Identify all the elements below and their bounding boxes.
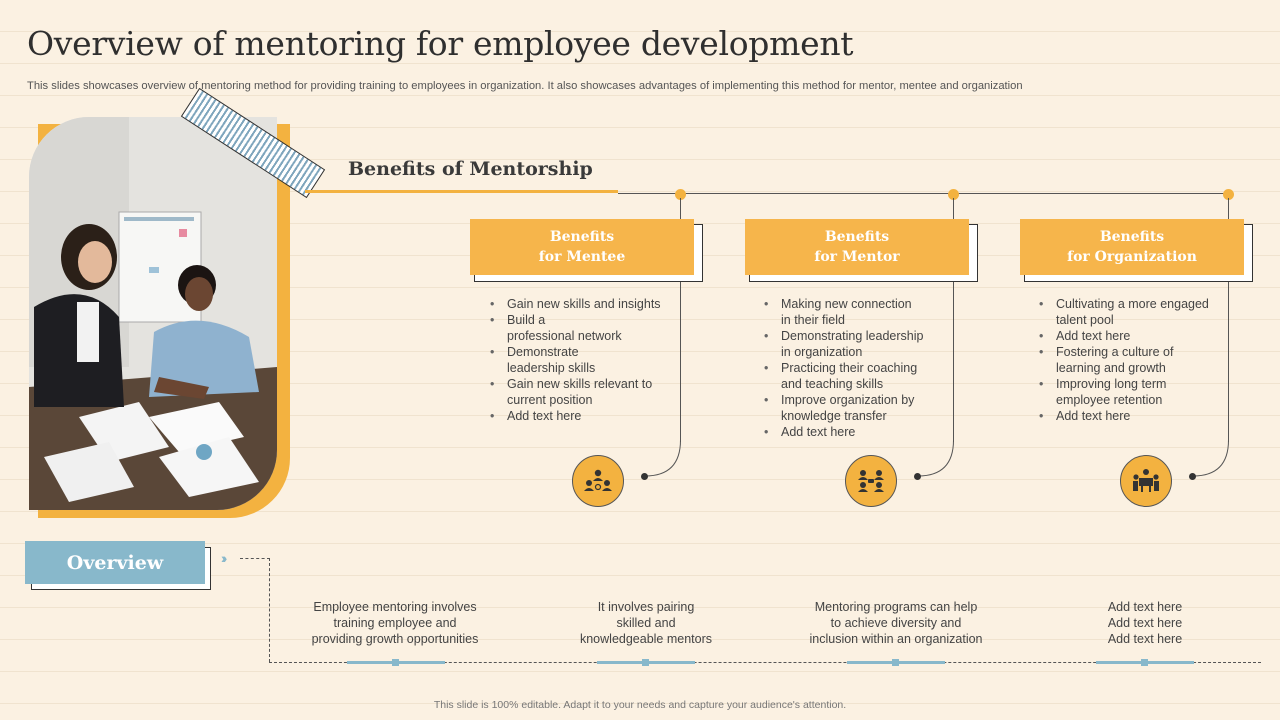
- list-item: [488, 376, 688, 408]
- list-item-text: employee retention: [1056, 393, 1163, 407]
- overview-item-line: skilled and: [616, 616, 676, 630]
- benefits-card-mentor: [745, 219, 969, 275]
- list-item-text: Gain new skills and insights: [507, 297, 661, 311]
- list-item: [762, 360, 962, 392]
- list-item-text: Demonstrating leadership: [781, 329, 924, 343]
- list-item-text: knowledge transfer: [781, 409, 887, 423]
- list-item: [488, 296, 688, 312]
- list-item: [1037, 328, 1237, 344]
- list-item-text: in organization: [781, 345, 863, 359]
- list-item-text: Gain new skills relevant to: [507, 377, 653, 391]
- list-item-text: Add text here: [1056, 329, 1131, 343]
- list-item-text: Add text here: [507, 409, 582, 423]
- slide-title: Overview of mentoring for employee development: [27, 24, 854, 63]
- list-item-text: Add text here: [1056, 409, 1131, 423]
- mentee-benefits-list: [488, 296, 688, 424]
- overview-marker: [392, 659, 399, 666]
- overview-marker: [642, 659, 649, 666]
- overview-item-line: Employee mentoring involves: [313, 600, 477, 614]
- list-item: [762, 424, 962, 440]
- list-item: [1037, 376, 1237, 408]
- overview-marker: [892, 659, 899, 666]
- list-item-text: Improving long term: [1056, 377, 1167, 391]
- list-item-text: talent pool: [1056, 313, 1114, 327]
- dashed-connector: [269, 558, 270, 662]
- connector-line: [680, 198, 681, 220]
- overview-item-1: [280, 599, 510, 647]
- card-title-line: Benefits: [549, 229, 615, 245]
- list-item-text: Improve organization by: [781, 393, 915, 407]
- list-item-text: Add text here: [781, 425, 856, 439]
- connector-line: [1228, 198, 1229, 220]
- overview-item-3: [781, 599, 1011, 647]
- people-group-icon: [572, 455, 624, 507]
- list-item-text: and teaching skills: [781, 377, 884, 391]
- overview-item-line: to achieve diversity and: [830, 616, 962, 630]
- benefits-heading: Benefits of Mentorship: [348, 158, 593, 180]
- meeting-photo: [29, 117, 277, 510]
- team-discussion-icon-graphic: [856, 468, 886, 494]
- benefits-card-mentee: [470, 219, 694, 275]
- overview-item-line: It involves pairing: [597, 600, 695, 614]
- list-item-text: leadership skills: [507, 361, 596, 375]
- team-discussion-icon: [845, 455, 897, 507]
- list-item: [488, 408, 688, 424]
- connector-line: [953, 198, 954, 220]
- list-item-text: learning and growth: [1056, 361, 1166, 375]
- meeting-table-icon: [1120, 455, 1172, 507]
- benefits-underline: [305, 190, 618, 193]
- footer-note: This slide is 100% editable. Adapt it to your needs and capture your audience's attention.: [433, 699, 847, 711]
- overview-item-line: training employee and: [333, 616, 457, 630]
- connector-endpoint: [1189, 473, 1196, 480]
- overview-label: Overview: [25, 541, 205, 584]
- slide-subtitle: This slides showcases overview of mentoring method for providing training to employees in organization. It also showcases advantages of implementing this method for mentor, mentee and organization: [27, 80, 1023, 92]
- list-item-text: Fostering a culture of: [1056, 345, 1174, 359]
- overview-item-4: [1030, 599, 1260, 647]
- card-title-line: Benefits: [824, 229, 890, 245]
- list-item-text: in their field: [781, 313, 845, 327]
- list-item-text: Build a: [507, 313, 546, 327]
- list-item: [1037, 296, 1237, 328]
- list-item-text: Cultivating a more engaged: [1056, 297, 1209, 311]
- overview-marker: [1141, 659, 1148, 666]
- organization-benefits-list: [1037, 296, 1237, 424]
- list-item-text: current position: [507, 393, 593, 407]
- card-title-line: for Mentor: [814, 249, 900, 265]
- overview-item-line: inclusion within an organization: [809, 632, 983, 646]
- list-item: [488, 312, 688, 344]
- dashed-connector: [240, 558, 270, 559]
- overview-item-line: providing growth opportunities: [311, 632, 479, 646]
- overview-item-line: Add text here: [1107, 616, 1183, 630]
- list-item-text: Making new connection: [781, 297, 912, 311]
- list-item: [762, 328, 962, 360]
- benefits-connector-line: [618, 193, 1230, 194]
- overview-item-line: Mentoring programs can help: [814, 600, 978, 614]
- list-item-text: Demonstrate: [507, 345, 579, 359]
- overview-item-line: Add text here: [1107, 632, 1183, 646]
- connector-endpoint: [914, 473, 921, 480]
- meeting-photo-illustration: [29, 117, 277, 510]
- mentor-benefits-list: [762, 296, 962, 440]
- list-item: [1037, 408, 1237, 424]
- overview-item-2: [531, 599, 761, 647]
- card-title-line: for Mentee: [538, 249, 626, 265]
- list-item: [1037, 344, 1237, 376]
- chevron-right-icon: ››: [221, 550, 225, 566]
- list-item: [762, 296, 962, 328]
- list-item: [762, 392, 962, 424]
- overview-item-line: knowledgeable mentors: [579, 632, 713, 646]
- list-item: [488, 344, 688, 376]
- benefits-card-organization: [1020, 219, 1244, 275]
- card-title-line: for Organization: [1067, 249, 1197, 265]
- list-item-text: Practicing their coaching: [781, 361, 918, 375]
- connector-endpoint: [641, 473, 648, 480]
- list-item-text: professional network: [507, 329, 622, 343]
- meeting-table-icon-graphic: [1131, 468, 1161, 494]
- overview-item-line: Add text here: [1107, 600, 1183, 614]
- people-group-icon-graphic: [583, 468, 613, 494]
- card-title-line: Benefits: [1099, 229, 1165, 245]
